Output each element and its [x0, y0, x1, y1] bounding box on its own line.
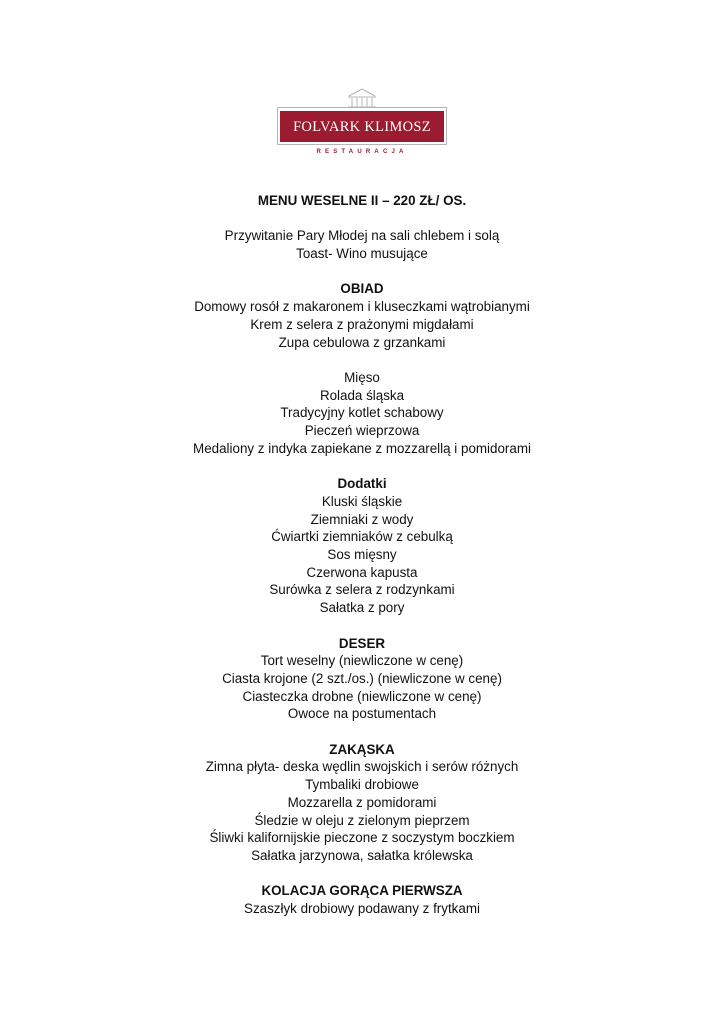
- logo-subtitle: RESTAURACJA: [316, 149, 408, 155]
- menu-item: Tradycyjny kotlet schabowy: [280, 405, 444, 421]
- menu-item: Zimna płyta- deska wędlin swojskich i serów różnych: [205, 759, 519, 775]
- menu-item: Tort weselny (niewliczone w cenę): [260, 653, 464, 669]
- menu-item: Ziemniaki z wody: [310, 511, 414, 527]
- menu-item: Rolada śląska: [319, 387, 405, 403]
- menu-item: Kluski śląskie: [321, 493, 403, 509]
- logo-name: FOLVARK KLIMOSZ: [293, 119, 431, 135]
- menu-item: Medaliony z indyka zapiekane z mozzarellą i pomidorami: [193, 440, 531, 456]
- menu-item: Pieczeń wieprzowa: [304, 423, 420, 439]
- section-heading: OBIAD: [340, 281, 384, 297]
- section-heading: Mięso: [344, 369, 380, 385]
- section-heading: Dodatki: [337, 476, 387, 492]
- menu-item: Czerwona kapusta: [306, 564, 418, 580]
- menu-item: Sałatka z pory: [319, 600, 405, 616]
- menu-item: Ciasteczka drobne (niewliczone w cenę): [242, 688, 482, 704]
- kolacja-section: [0, 882, 724, 917]
- menu-item: Tymbaliki drobiowe: [305, 777, 419, 793]
- menu-item: Śliwki kalifornijskie pieczone z soczystym boczkiem: [209, 830, 515, 846]
- menu-item: Ciasta krojone (2 szt./os.) (niewliczone w cenę): [222, 670, 502, 686]
- menu-item: Krem z selera z prażonymi migdałami: [250, 316, 474, 332]
- deser-section: [0, 635, 724, 724]
- menu-item: Przywitanie Pary Młodej na sali chlebem i solą: [224, 228, 500, 244]
- menu-item: Śledzie w oleju z zielonym pieprzem: [254, 812, 470, 828]
- restaurant-logo: [277, 88, 447, 160]
- obiad-section: [0, 280, 724, 351]
- mieso-section: [0, 369, 724, 458]
- menu-item: Zupa cebulowa z grzankami: [278, 334, 446, 350]
- dodatki-section: [0, 475, 724, 617]
- menu-item: Sałatka jarzynowa, sałatka królewska: [251, 847, 473, 863]
- section-heading: KOLACJA GORĄCA PIERWSZA: [261, 883, 463, 899]
- menu-item: Mozzarella z pomidorami: [287, 794, 437, 810]
- zakaska-section: [0, 741, 724, 865]
- menu-item: Szaszłyk drobiowy podawany z frytkami: [244, 901, 480, 917]
- menu-item: Surówka z selera z rodzynkami: [269, 582, 455, 598]
- menu-item: Owoce na postumentach: [287, 706, 437, 722]
- menu-title: MENU WESELNE II – 220 ZŁ/ OS.: [257, 193, 467, 208]
- wedding-menu: [0, 192, 724, 918]
- menu-item: Domowy rosół z makaronem i kluseczkami wątrobianymi: [194, 299, 530, 315]
- menu-item: Ćwiartki ziemniaków z cebulką: [271, 529, 453, 545]
- section-heading: ZAKĄSKA: [329, 741, 395, 757]
- section-heading: DESER: [338, 635, 386, 651]
- welcome-section: [0, 227, 724, 262]
- menu-item: Toast- Wino musujące: [296, 246, 428, 262]
- menu-item: Sos mięsny: [327, 547, 397, 562]
